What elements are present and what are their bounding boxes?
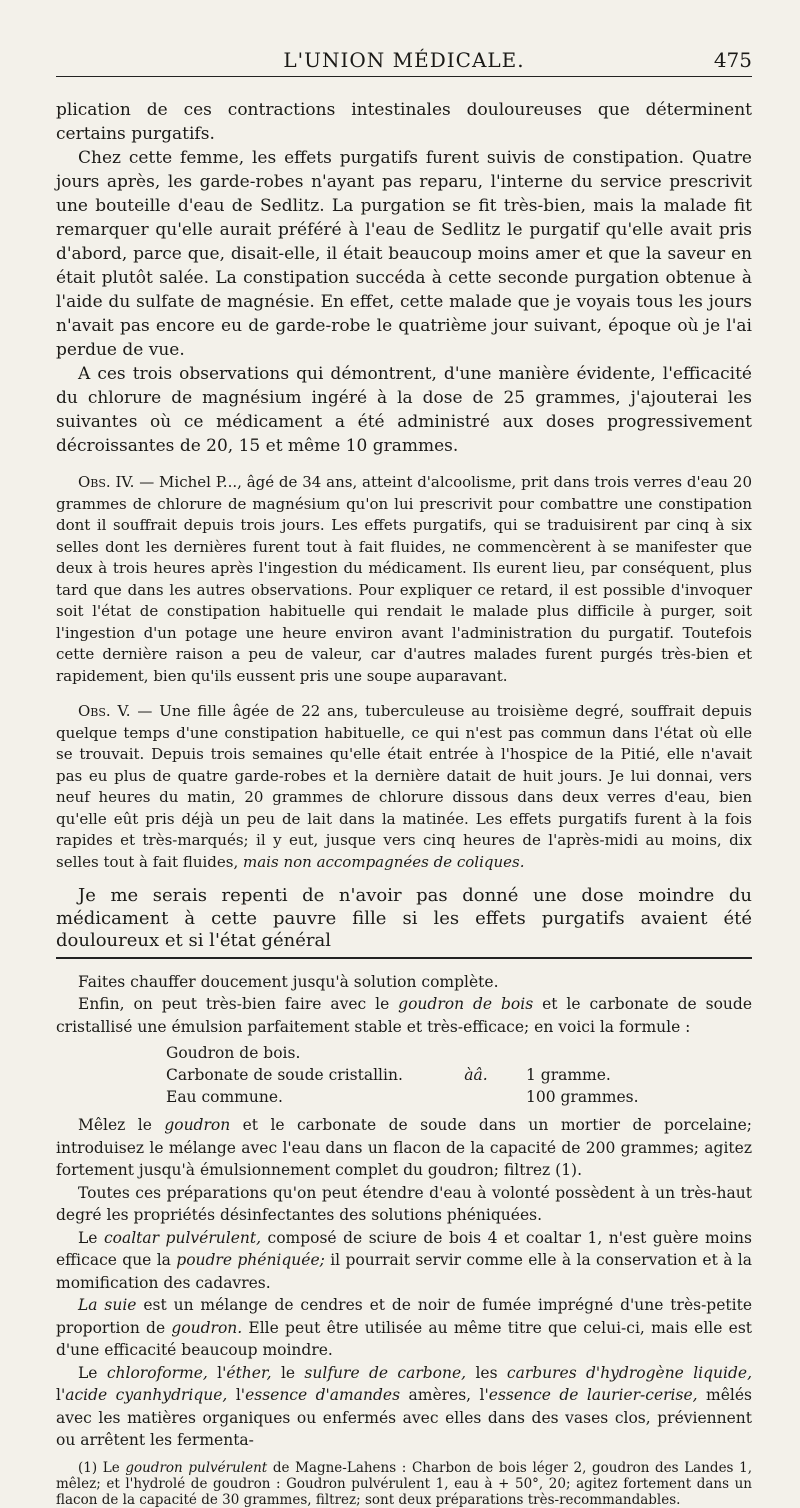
italic-run: éther, (226, 1363, 272, 1382)
paragraph (56, 701, 752, 873)
italic-run: sulfure de carbone, (304, 1363, 467, 1382)
page-number: 475 (713, 48, 752, 72)
page-header (56, 0, 752, 78)
text-run: Le (78, 1363, 107, 1382)
text-run: le (271, 1363, 305, 1382)
text-run: et le carbonate de soude cristallisé une émulsion parfaitement stable et très-efficace; en voici la formule : (56, 995, 752, 1036)
formula-quantity: 100 grammes. (526, 1088, 639, 1106)
notes-section (56, 971, 752, 1508)
closing-paragraph (56, 885, 752, 953)
italic-run: carbures d'hydrogène liquide, (506, 1363, 752, 1382)
italic-run: essence d'amandes (245, 1386, 401, 1404)
text-run: l' (207, 1363, 227, 1382)
paragraph: A ces trois observations qui démontrent, d'une manière évidente, l'efficacité du chlorure de magnésium ingéré à la dose de 25 grammes, j'ajouterai les suivantes où ce médicament a été administré aux doses progressivement décroissantes de 20, 15 et même 10 grammes. (56, 364, 752, 456)
formula-ingredient: Carbonate de soude cristallin. (166, 1066, 403, 1084)
italic-run: La suie (78, 1296, 137, 1314)
text-run: Mêlez le (78, 1116, 165, 1134)
formula-ditto: àâ. (464, 1066, 488, 1084)
text-run: composé de sciure de bois 4 et coaltar 1, n'est guère moins efficace que la (56, 1228, 752, 1269)
running-title: L'UNION MÉDICALE. (283, 48, 525, 72)
italic-run: goudron. (171, 1318, 243, 1337)
formula-row (166, 1042, 752, 1064)
formula-quantity: 1 gramme. (526, 1066, 611, 1084)
observation-label: Obs. V. (78, 702, 131, 720)
text-run: Le (78, 1228, 104, 1247)
text-run: et le carbonate de soude dans un mortier de porcelaine; introduisez le mélange avec l'eau dans un flacon de la capacité de 200 grammes; agitez fortement jusqu'à émulsionnement complet du goudron; filtrez (1). (56, 1116, 753, 1179)
text-run: l' (227, 1386, 246, 1404)
observation-5 (56, 701, 752, 873)
italic-run: goudron (164, 1116, 231, 1134)
text-run: (1) Le (78, 1459, 126, 1476)
paragraph (56, 1227, 752, 1295)
observation-text: — Michel P..., âgé de 34 ans, atteint d'alcoolisme, prit dans trois verres d'eau 20 grammes de chlorure de magnésium qu'on lui prescrivit pour combattre une constipation dont il souffrait depuis trois jours. Les effets purgatifs, qui se traduisirent par cinq à six selles dont les dernières furent tout à fait fluides, ne commencèrent à se manifester que deux à trois heures après l'ingestion du médicament. Ils eurent lieu, par conséquent, plus tard que dans les autres observations. Pour expliquer ce retard, il est possible d'invoquer soit l'état de constipation habituelle qui rendait le malade plus difficile à purger, soit l'ingestion d'un potage une heure environ avant l'administration du purgatif. Toutefois cette dernière raison a peu de valeur, car d'autres malades furent purgés très-bien et rapidement, bien qu'ils eussent pris une soupe auparavant. (56, 473, 752, 685)
separator-rule (56, 957, 752, 959)
italic-run: goudron de bois (398, 995, 534, 1013)
text-run: de Magne-Lahens : Charbon de bois léger 2, goudron des Landes 1, mêlez; et l'hydrolé de goudron : Goudron pulvérulent 1, eau à + 50°, 20; agitez fortement dans un flacon de la capacité de 30 grammes, filtrez; sont deux préparations très-recommandables. (56, 1459, 752, 1508)
observation-4 (56, 472, 752, 687)
formula-row (166, 1064, 752, 1086)
paragraph (56, 1294, 752, 1362)
text-run: est un mélange de cendres et de noir de fumée imprégné d'une très-petite proportion de (56, 1296, 752, 1337)
text-run: il pourrait servir comme elle à la conservation et à la momification des cadavres. (56, 1251, 752, 1292)
formula (166, 1042, 752, 1108)
paragraph: Faites chauffer doucement jusqu'à solution complète. (78, 972, 499, 991)
paragraph: plication de ces contractions intestinales douloureuses que déterminent certains purgatifs. (56, 100, 752, 144)
formula-row (166, 1086, 752, 1108)
formula-ingredient: Eau commune. (166, 1088, 283, 1106)
paragraph: Je me serais repenti de n'avoir pas donné une dose moindre du médicament à cette pauvre fille si les effets purgatifs avaient été douloureux et si l'état général (56, 885, 752, 951)
observation-italic: mais non accompagnées de coliques. (243, 852, 525, 871)
text-run: amères, l' (400, 1386, 489, 1404)
text-run: Enfin, on peut très-bien faire avec le (78, 995, 399, 1013)
italic-run: essence de laurier-cerise, (488, 1386, 698, 1404)
footnote-text (56, 1460, 752, 1508)
footnote (56, 1460, 752, 1508)
paragraph (56, 993, 752, 1038)
observation-text: — Une fille âgée de 22 ans, tuberculeuse au troisième degré, souffrait depuis quelque temps d'une constipation habituelle, ce qui n'est pas commun dans l'état où elle se trouvait. Depuis trois semaines qu'elle était entrée à l'hospice de la Pitié, elle n'avait pas eu plus de quatre garde-robes et la dernière datait de huit jours. Je lui donnai, vers neuf heures du matin, 20 grammes de chlorure dissous dans deux verres d'eau, bien qu'elle eût pris déjà un peu de lait dans la matinée. Les effets purgatifs furent à la fois rapides et très-marqués; il y eut, jusque vers cinq heures de l'après-midi au moins, dix selles tout à fait fluides, (56, 702, 753, 871)
italic-run: goudron pulvérulent (125, 1459, 268, 1476)
paragraph (56, 1114, 752, 1182)
formula-ditto (426, 1086, 526, 1108)
header-rule (56, 76, 752, 77)
text-run: mêlés avec les matières organiques ou enfermés avec elles dans des vases clos, préviennent ou arrêtent les fermenta- (56, 1386, 752, 1449)
text-run: Elle peut être utilisée au même titre que celui-ci, mais elle est d'une efficacité beaucoup moindre. (56, 1318, 752, 1359)
formula-ingredient: Goudron de bois. (166, 1044, 301, 1062)
paragraph: Toutes ces préparations qu'on peut étendre d'eau à volonté possèdent à un très-haut degré les propriétés désinfectantes des solutions phéniquées. (56, 1183, 752, 1224)
italic-run: chloroforme, (106, 1363, 208, 1382)
formula-quantity (526, 1042, 686, 1064)
paragraph (56, 1362, 752, 1452)
italic-run: poudre phéniquée; (176, 1251, 325, 1269)
text-run: l' (56, 1386, 66, 1404)
paragraph: Chez cette femme, les effets purgatifs furent suivis de constipation. Quatre jours après, les garde-robes n'ayant pas reparu, l'interne du service prescrivit une bouteille d'eau de Sedlitz. La purgation se fit très-bien, mais la malade fit remarquer qu'elle aurait préféré à l'eau de Sedlitz le purgatif qu'elle avait pris d'abord, parce que, disait-elle, il était beaucoup moins amer et que la saveur en était plutôt salée. La constipation succéda à cette seconde purgation obtenue à l'aide du sulfate de magnésie. En effet, cette malade que je voyais tous les jours n'avait pas encore eu de garde-robe le quatrième jour suivant, époque où je l'ai perdue de vue. (56, 148, 752, 360)
main-text (56, 98, 752, 953)
italic-run: acide cyanhydrique, (65, 1386, 228, 1404)
observation-label: Obs. IV. (78, 473, 135, 491)
formula-ditto (426, 1042, 526, 1064)
italic-run: coaltar pulvérulent, (103, 1228, 262, 1247)
text-run: les (466, 1363, 507, 1382)
paragraph (56, 472, 752, 687)
